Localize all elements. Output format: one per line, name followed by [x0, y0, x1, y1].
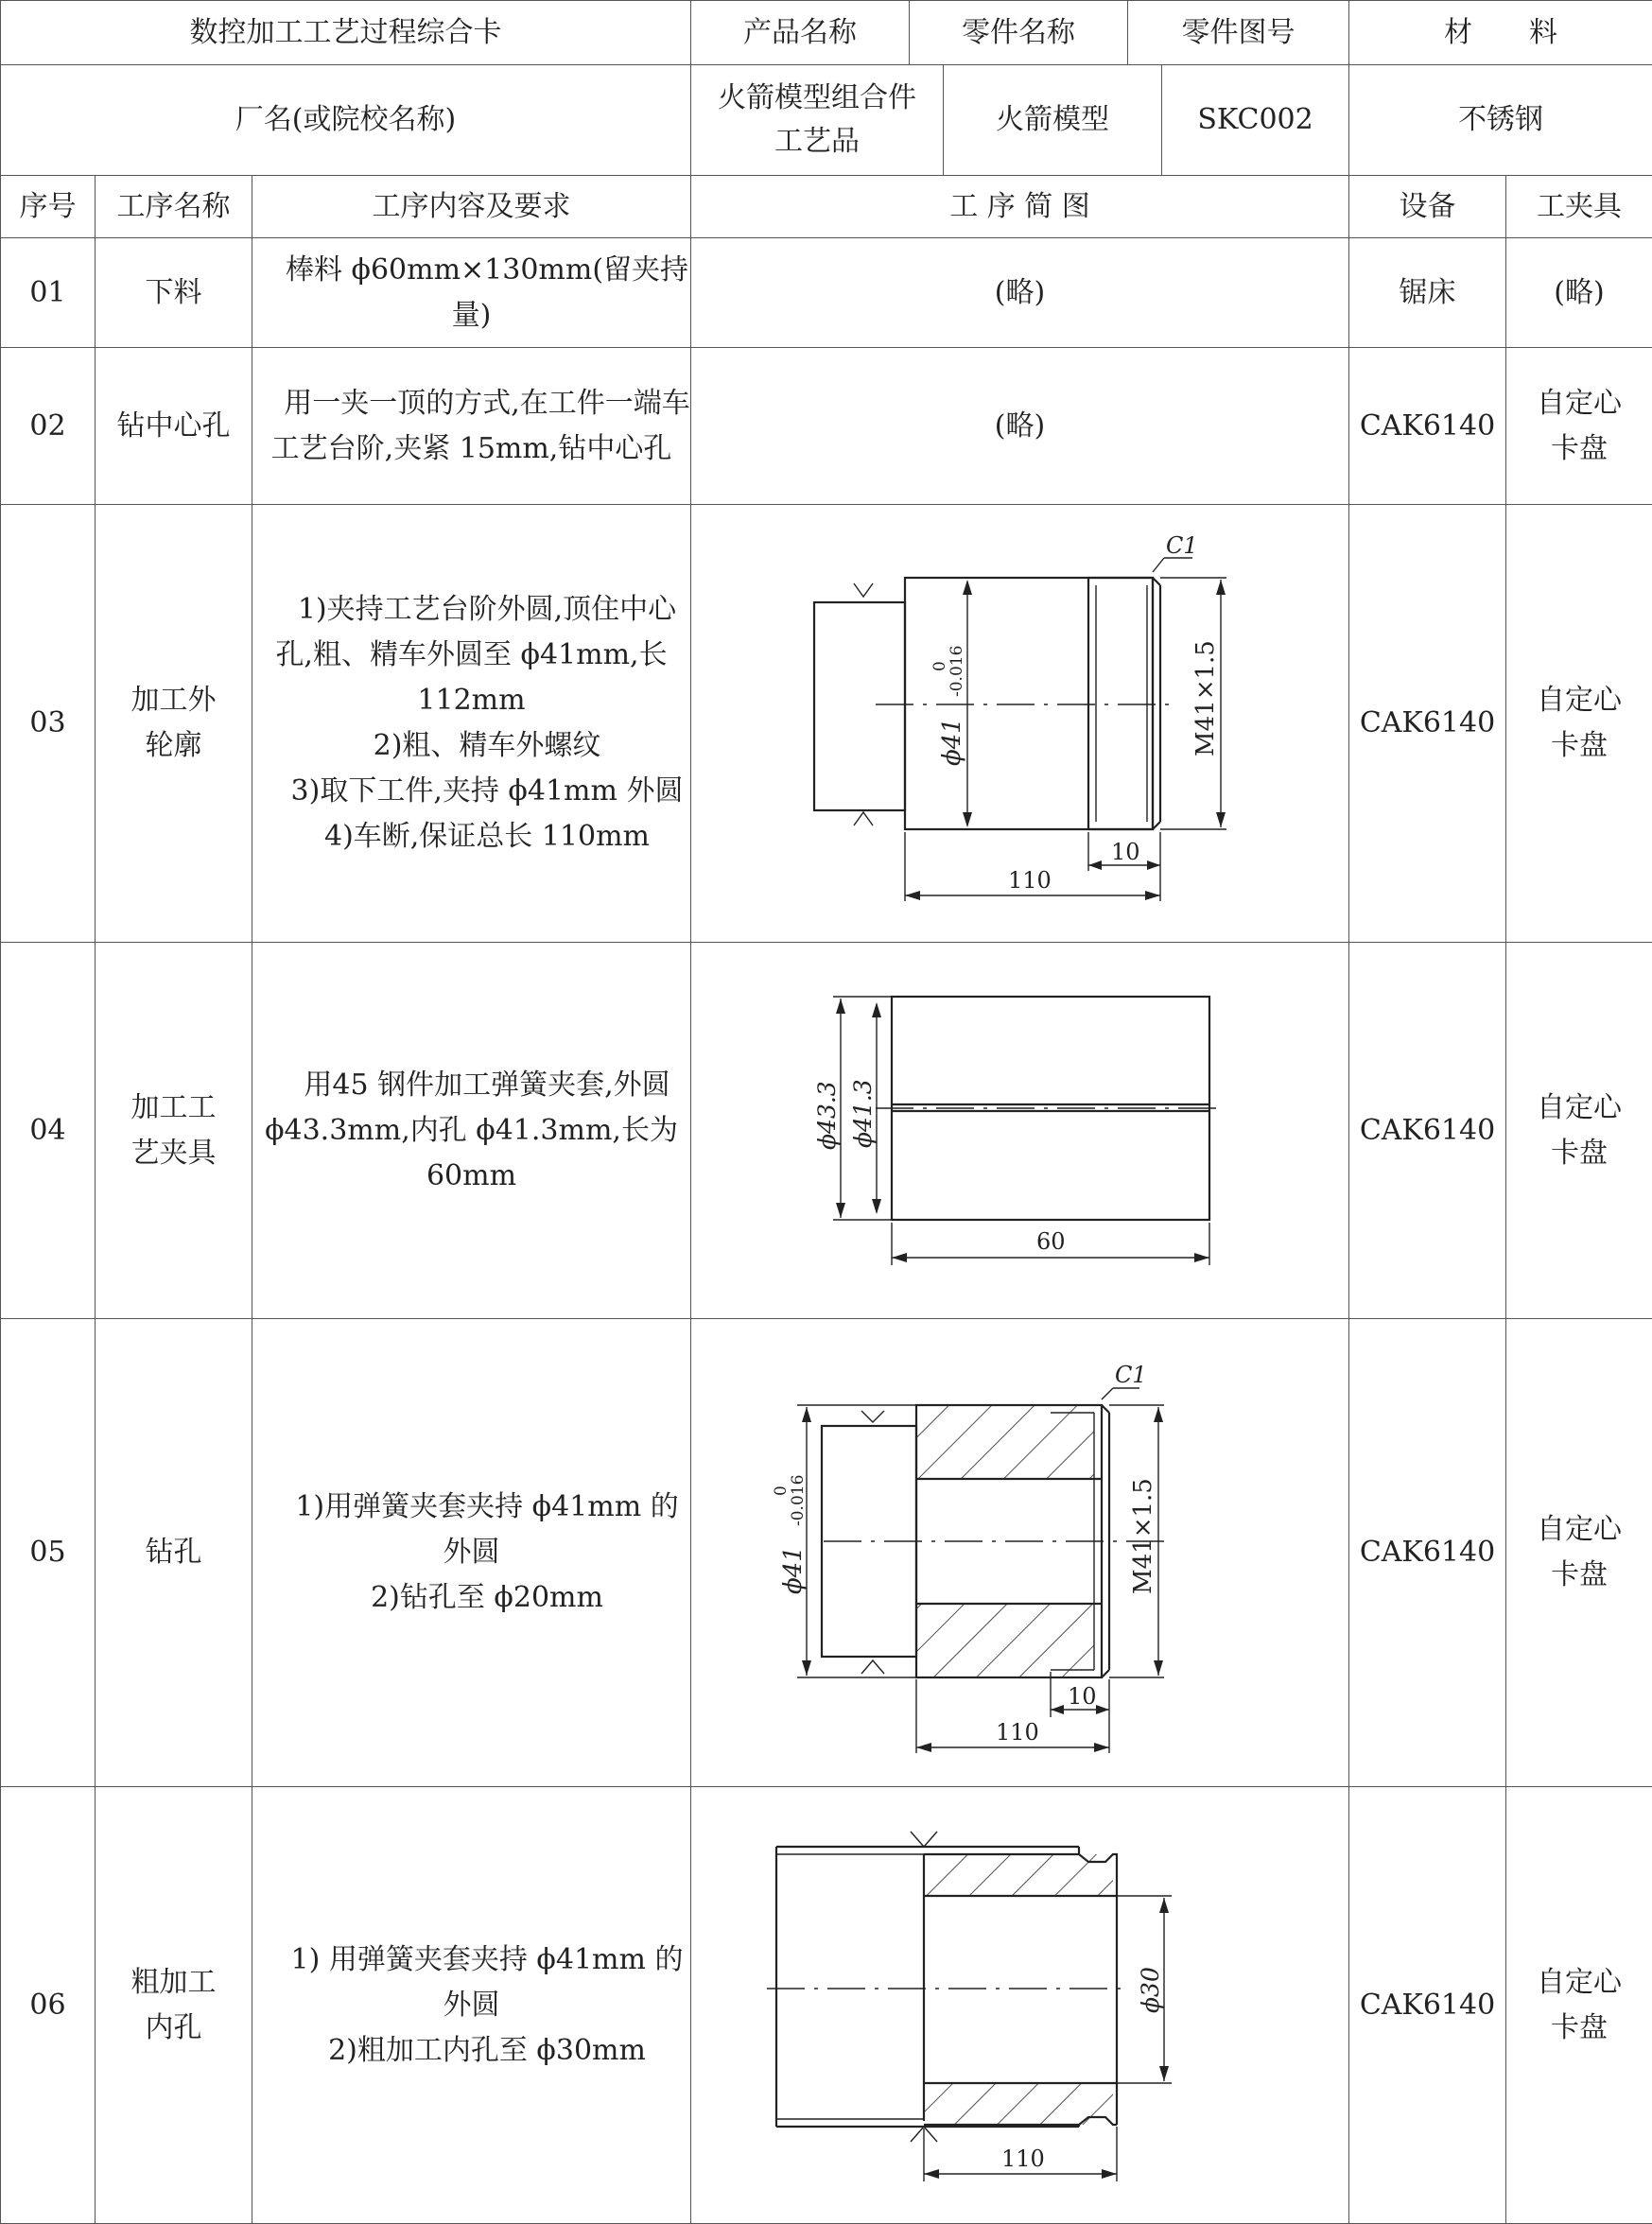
op-equipment: CAK6140: [1349, 348, 1506, 505]
op-name: 加工工艺夹具: [96, 943, 252, 1319]
op-name: 钻孔: [96, 1319, 252, 1787]
op-no: 06: [1, 1787, 96, 2224]
op-no: 01: [1, 238, 96, 348]
table-row: [1, 1319, 1652, 1787]
op-name: 加工外轮廓: [96, 505, 252, 943]
op-sketch: [691, 943, 1349, 1319]
part-no-value: SKC002: [1162, 65, 1349, 175]
table-row: [1, 348, 1652, 505]
op-equipment: CAK6140: [1349, 1319, 1506, 1787]
sketch-06-drawing: [691, 1788, 1349, 2223]
col-header-sketch: 工 序 简 图: [691, 176, 1349, 238]
op-content: 1) 用弹簧夹套夹持 ϕ41mm 的外圆 2)粗加工内孔至 ϕ30mm: [252, 1787, 691, 2224]
factory-name: 厂名(或院校名称): [1, 65, 691, 176]
op-sketch: (略): [691, 238, 1349, 348]
op-equipment: 锯床: [1349, 238, 1506, 348]
table-row: [1, 1787, 1652, 2224]
s05-tol-low: -0.016: [789, 1475, 808, 1526]
op-fixture: 自定心卡盘: [1506, 505, 1652, 943]
s04-dia-out: ϕ43.3: [813, 1081, 841, 1150]
header-values: [691, 65, 1349, 176]
op-equipment: CAK6140: [1349, 943, 1506, 1319]
s05-tol-up: 0: [772, 1486, 791, 1496]
op-content: 1)夹持工艺台阶外圆,顶住中心孔,粗、精车外圆至 ϕ41mm,长 112mm 2)粗、精车外螺纹 3)取下工件,夹持 ϕ41mm 外圆 4)车断,保证总长 110mm: [252, 505, 691, 943]
op-name: 粗加工内孔: [96, 1787, 252, 2224]
op-content: 1)用弹簧夹套夹持 ϕ41mm 的外圆 2)钻孔至 ϕ20mm: [252, 1319, 691, 1787]
col-header-content: 工序内容及要求: [252, 176, 691, 238]
op-content: 用45 钢件加工弹簧夹套,外圆 ϕ43.3mm,内孔 ϕ41.3mm,长为 60mm: [252, 943, 691, 1319]
s04-len: 60: [1036, 1228, 1066, 1255]
s05-chamfer: C1: [1115, 1362, 1147, 1388]
op-equipment: CAK6140: [1349, 1787, 1506, 2224]
part-no-label: 零件图号: [1128, 1, 1349, 64]
s05-len-thread: 10: [1068, 1683, 1097, 1710]
op-sketch: [691, 1787, 1349, 2224]
op-equipment: CAK6140: [1349, 505, 1506, 943]
s05-len-total: 110: [996, 1719, 1039, 1746]
sketch-04-drawing: [691, 944, 1349, 1318]
op-sketch: [691, 1319, 1349, 1787]
op-fixture: 自定心卡盘: [1506, 1319, 1652, 1787]
op-name: 钻中心孔: [96, 348, 252, 505]
table-row: [1, 238, 1652, 348]
op-name: 下料: [96, 238, 252, 348]
s03-len-thread: 10: [1111, 839, 1140, 865]
table-row: [1, 505, 1652, 943]
s06-len-total: 110: [1001, 2146, 1045, 2172]
s03-chamfer: C1: [1166, 532, 1198, 559]
part-name-value: 火箭模型: [944, 65, 1162, 175]
card-title: 数控加工工艺过程综合卡: [1, 1, 691, 65]
part-name-label: 零件名称: [910, 1, 1128, 64]
op-no: 02: [1, 348, 96, 505]
op-fixture: 自定心卡盘: [1506, 943, 1652, 1319]
op-no: 04: [1, 943, 96, 1319]
op-content: 棒料 ϕ60mm×130mm(留夹持量): [252, 238, 691, 348]
s03-thread: M41×1.5: [1191, 640, 1220, 756]
sketch-03-drawing: [691, 506, 1349, 941]
col-header-no: 序号: [1, 176, 96, 238]
col-header-name: 工序名称: [96, 176, 252, 238]
op-sketch: (略): [691, 348, 1349, 505]
s04-dia-in: ϕ41.3: [849, 1079, 877, 1148]
op-no: 03: [1, 505, 96, 943]
s05-thread: M41×1.5: [1129, 1478, 1157, 1594]
op-no: 05: [1, 1319, 96, 1787]
op-fixture: (略): [1506, 238, 1652, 348]
material-value: 不锈钢: [1349, 65, 1652, 176]
op-sketch: [691, 505, 1349, 943]
op-fixture: 自定心卡盘: [1506, 1787, 1652, 2224]
col-header-fixture: 工夹具: [1506, 176, 1652, 238]
product-name-value: 火箭模型组合件工艺品: [691, 65, 944, 175]
op-content: 用一夹一顶的方式,在工件一端车工艺台阶,夹紧 15mm,钻中心孔: [252, 348, 691, 505]
material-label: 材 料: [1349, 1, 1652, 65]
product-name-label: 产品名称: [691, 1, 910, 64]
s05-dia: ϕ41: [779, 1546, 808, 1594]
s03-len-total: 110: [1008, 867, 1052, 894]
col-header-equipment: 设备: [1349, 176, 1506, 238]
table-row: [1, 943, 1652, 1319]
s06-dia: ϕ30: [1137, 1967, 1164, 2013]
s03-dia: ϕ41: [938, 718, 966, 766]
header-labels: [691, 1, 1349, 65]
op-fixture: 自定心卡盘: [1506, 348, 1652, 505]
sketch-05-drawing: [691, 1320, 1349, 1785]
s03-tol-low: -0.016: [948, 646, 966, 697]
s03-tol-up: 0: [930, 661, 949, 671]
